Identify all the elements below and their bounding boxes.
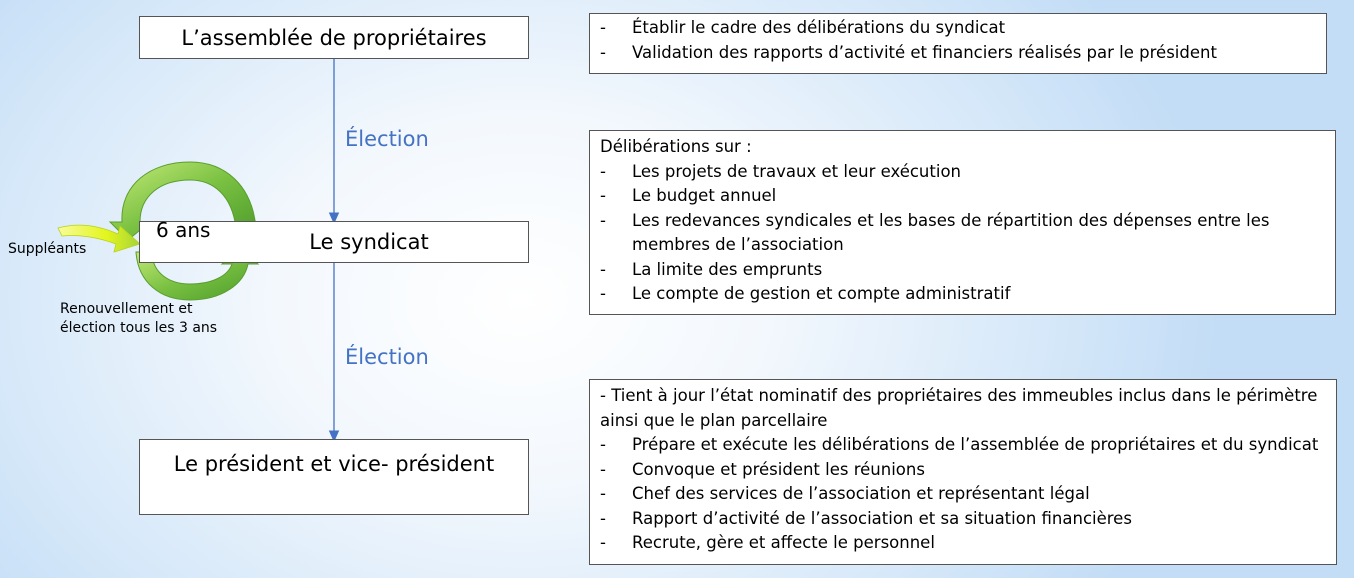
info-box-syndicat <box>589 130 1336 315</box>
list-item: - Les projets de travaux et leur exécution <box>600 160 1327 185</box>
list-item: - Chef des services de l’association et représentant légal <box>600 482 1328 507</box>
list-item: - Le budget annuel <box>600 184 1327 209</box>
node-assembly <box>139 16 529 59</box>
renewal-label: Renouvellement et élection tous les 3 ans <box>60 301 218 336</box>
info-assembly-list <box>600 16 1318 65</box>
node-assembly-label: L’assemblée de propriétaires <box>181 25 487 50</box>
list-item: - Établir le cadre des délibérations du syndicat <box>600 16 1318 41</box>
info-president-list <box>600 433 1328 556</box>
list-item: - Le compte de gestion et compte administratif <box>600 282 1327 307</box>
edge-label-election-bottom: Élection <box>345 345 429 369</box>
list-item: - Validation des rapports d’activité et financiers réalisés par le président <box>600 41 1318 66</box>
info-syndicat-intro: Délibérations sur : <box>600 137 752 156</box>
node-syndicat-label: Le syndicat <box>309 230 429 254</box>
edge-label-election-top: Élection <box>345 127 429 151</box>
list-item: - Rapport d’activité de l’association et sa situation financières <box>600 507 1328 532</box>
cycle-duration-label: 6 ans <box>156 218 211 242</box>
list-item: - Convoque et président les réunions <box>600 458 1328 483</box>
list-item: - Recrute, gère et affecte le personnel <box>600 531 1328 556</box>
info-box-assembly <box>589 13 1327 74</box>
node-president-label: Le président et vice- président <box>173 452 495 476</box>
node-president <box>139 439 529 515</box>
list-item: - Prépare et exécute les délibérations de l’assemblée de propriétaires et du syndicat <box>600 433 1328 458</box>
info-box-president <box>589 379 1337 565</box>
substitutes-label: Suppléants <box>8 241 87 257</box>
list-item: - Les redevances syndicales et les bases de répartition des dépenses entre les membres de l’association <box>600 209 1327 258</box>
list-item: - La limite des emprunts <box>600 258 1327 283</box>
info-syndicat-list <box>600 160 1327 307</box>
info-president-intro: - Tient à jour l’état nominatif des propriétaires des immeubles inclus dans le périmètre ainsi que le plan parcellaire <box>600 386 1318 430</box>
